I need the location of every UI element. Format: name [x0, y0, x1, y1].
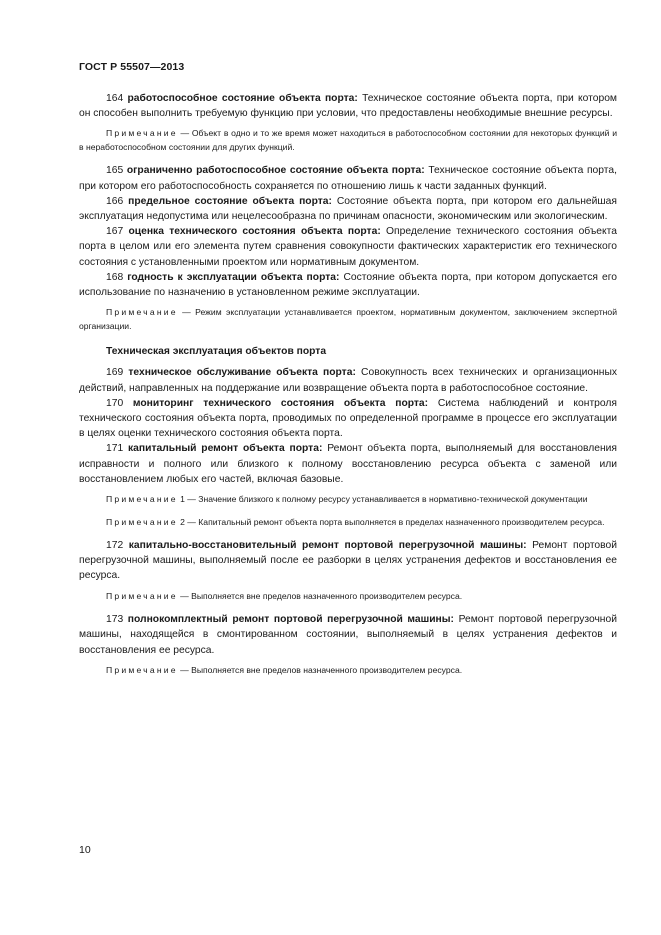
term-entry-171: 171 капитальный ремонт объекта порта: Ремонт объекта порта, выполняемый для восстановления исправности и полного или близкого к полному восстановлению ресурса объекта с заменой или восстановлением любых его частей, включая базовые.: [79, 443, 617, 485]
document-header: ГОСТ Р 55507—2013: [79, 61, 185, 73]
term-entry-170: 170 мониторинг технического состояния объекта порта: Система наблюдений и контроля технического состояния объекта порта, проводимых по определенной программе в процессе его эксплуатации в целях оценки технического состояния объекта порта.: [79, 397, 617, 440]
note-entry-164: Примечание — Объект в одно и то же время может находиться в работоспособном состоянии для некоторых функций и в неработоспособном состоянии для других функций.: [79, 128, 617, 152]
note-entry-173: Примечание — Выполняется вне пределов назначенного производителем ресурса.: [106, 664, 463, 675]
note-entry-171-1: Примечание 1 — Значение близкого к полному ресурсу устанавливается в нормативно-технической документации: [106, 494, 588, 505]
document-body: [79, 91, 617, 677]
section-heading: Техническая эксплуатация объектов порта: [106, 346, 327, 358]
note-entry-168: Примечание — Режим эксплуатации устанавливается проектом, нормативным документом, заключением экспертной организации.: [79, 307, 617, 331]
note-entry-172: Примечание — Выполняется вне пределов назначенного производителем ресурса.: [106, 590, 463, 601]
term-entry-167: 167 оценка технического состояния объекта порта: Определение технического состояния объекта порта в целом или его элемента путем сравнения совокупности фактических характеристик его технического состояния с установленными проектом или нормативным документом.: [79, 226, 617, 268]
term-entry-166: 166 предельное состояние объекта порта: Состояние объекта порта, при котором его дальнейшая эксплуатация недопустима или нецелесообразна по причинам опасности, экономическим или экологическим.: [79, 195, 617, 223]
page-number: 10: [79, 844, 91, 856]
term-entry-165: 165 ограниченно работоспособное состояние объекта порта: Техническое состояние объекта порта, при котором его работоспособность сохраняется по отношению лишь к части заданных функций.: [79, 165, 617, 192]
term-entry-168: 168 годность к эксплуатации объекта порта: Состояние объекта порта, при котором допускается его использование по назначению в установленном режиме эксплуатации.: [79, 271, 617, 299]
term-entry-172: 172 капитально-восстановительный ремонт портовой перегрузочной машины: Ремонт портовой перегрузочной машины, выполняемый после ее разборки в целях устранения дефектов и восстановления ее ресурса.: [79, 540, 617, 582]
note-entry-171-2: Примечание 2 — Капитальный ремонт объекта порта выполняется в пределах назначенного производителем ресурса.: [106, 516, 605, 527]
term-entry-173: 173 полнокомплектный ремонт портовой перегрузочной машины: Ремонт портовой перегрузочной машины, находящейся в смонтированном состоянии, выполняемый в целях устранения дефектов и восстановления ее ресурса.: [79, 614, 617, 656]
term-entry-164: 164 работоспособное состояние объекта порта: Техническое состояние объекта порта, при котором он способен выполнить требуемую функцию при условии, что предоставлены необходимые внешние ресурсы.: [79, 93, 618, 120]
term-entry-169: 169 техническое обслуживание объекта порта: Совокупность всех технических и организационных действий, направленных на поддержание или возвращение объекта порта в работоспособное состояние.: [79, 367, 617, 394]
